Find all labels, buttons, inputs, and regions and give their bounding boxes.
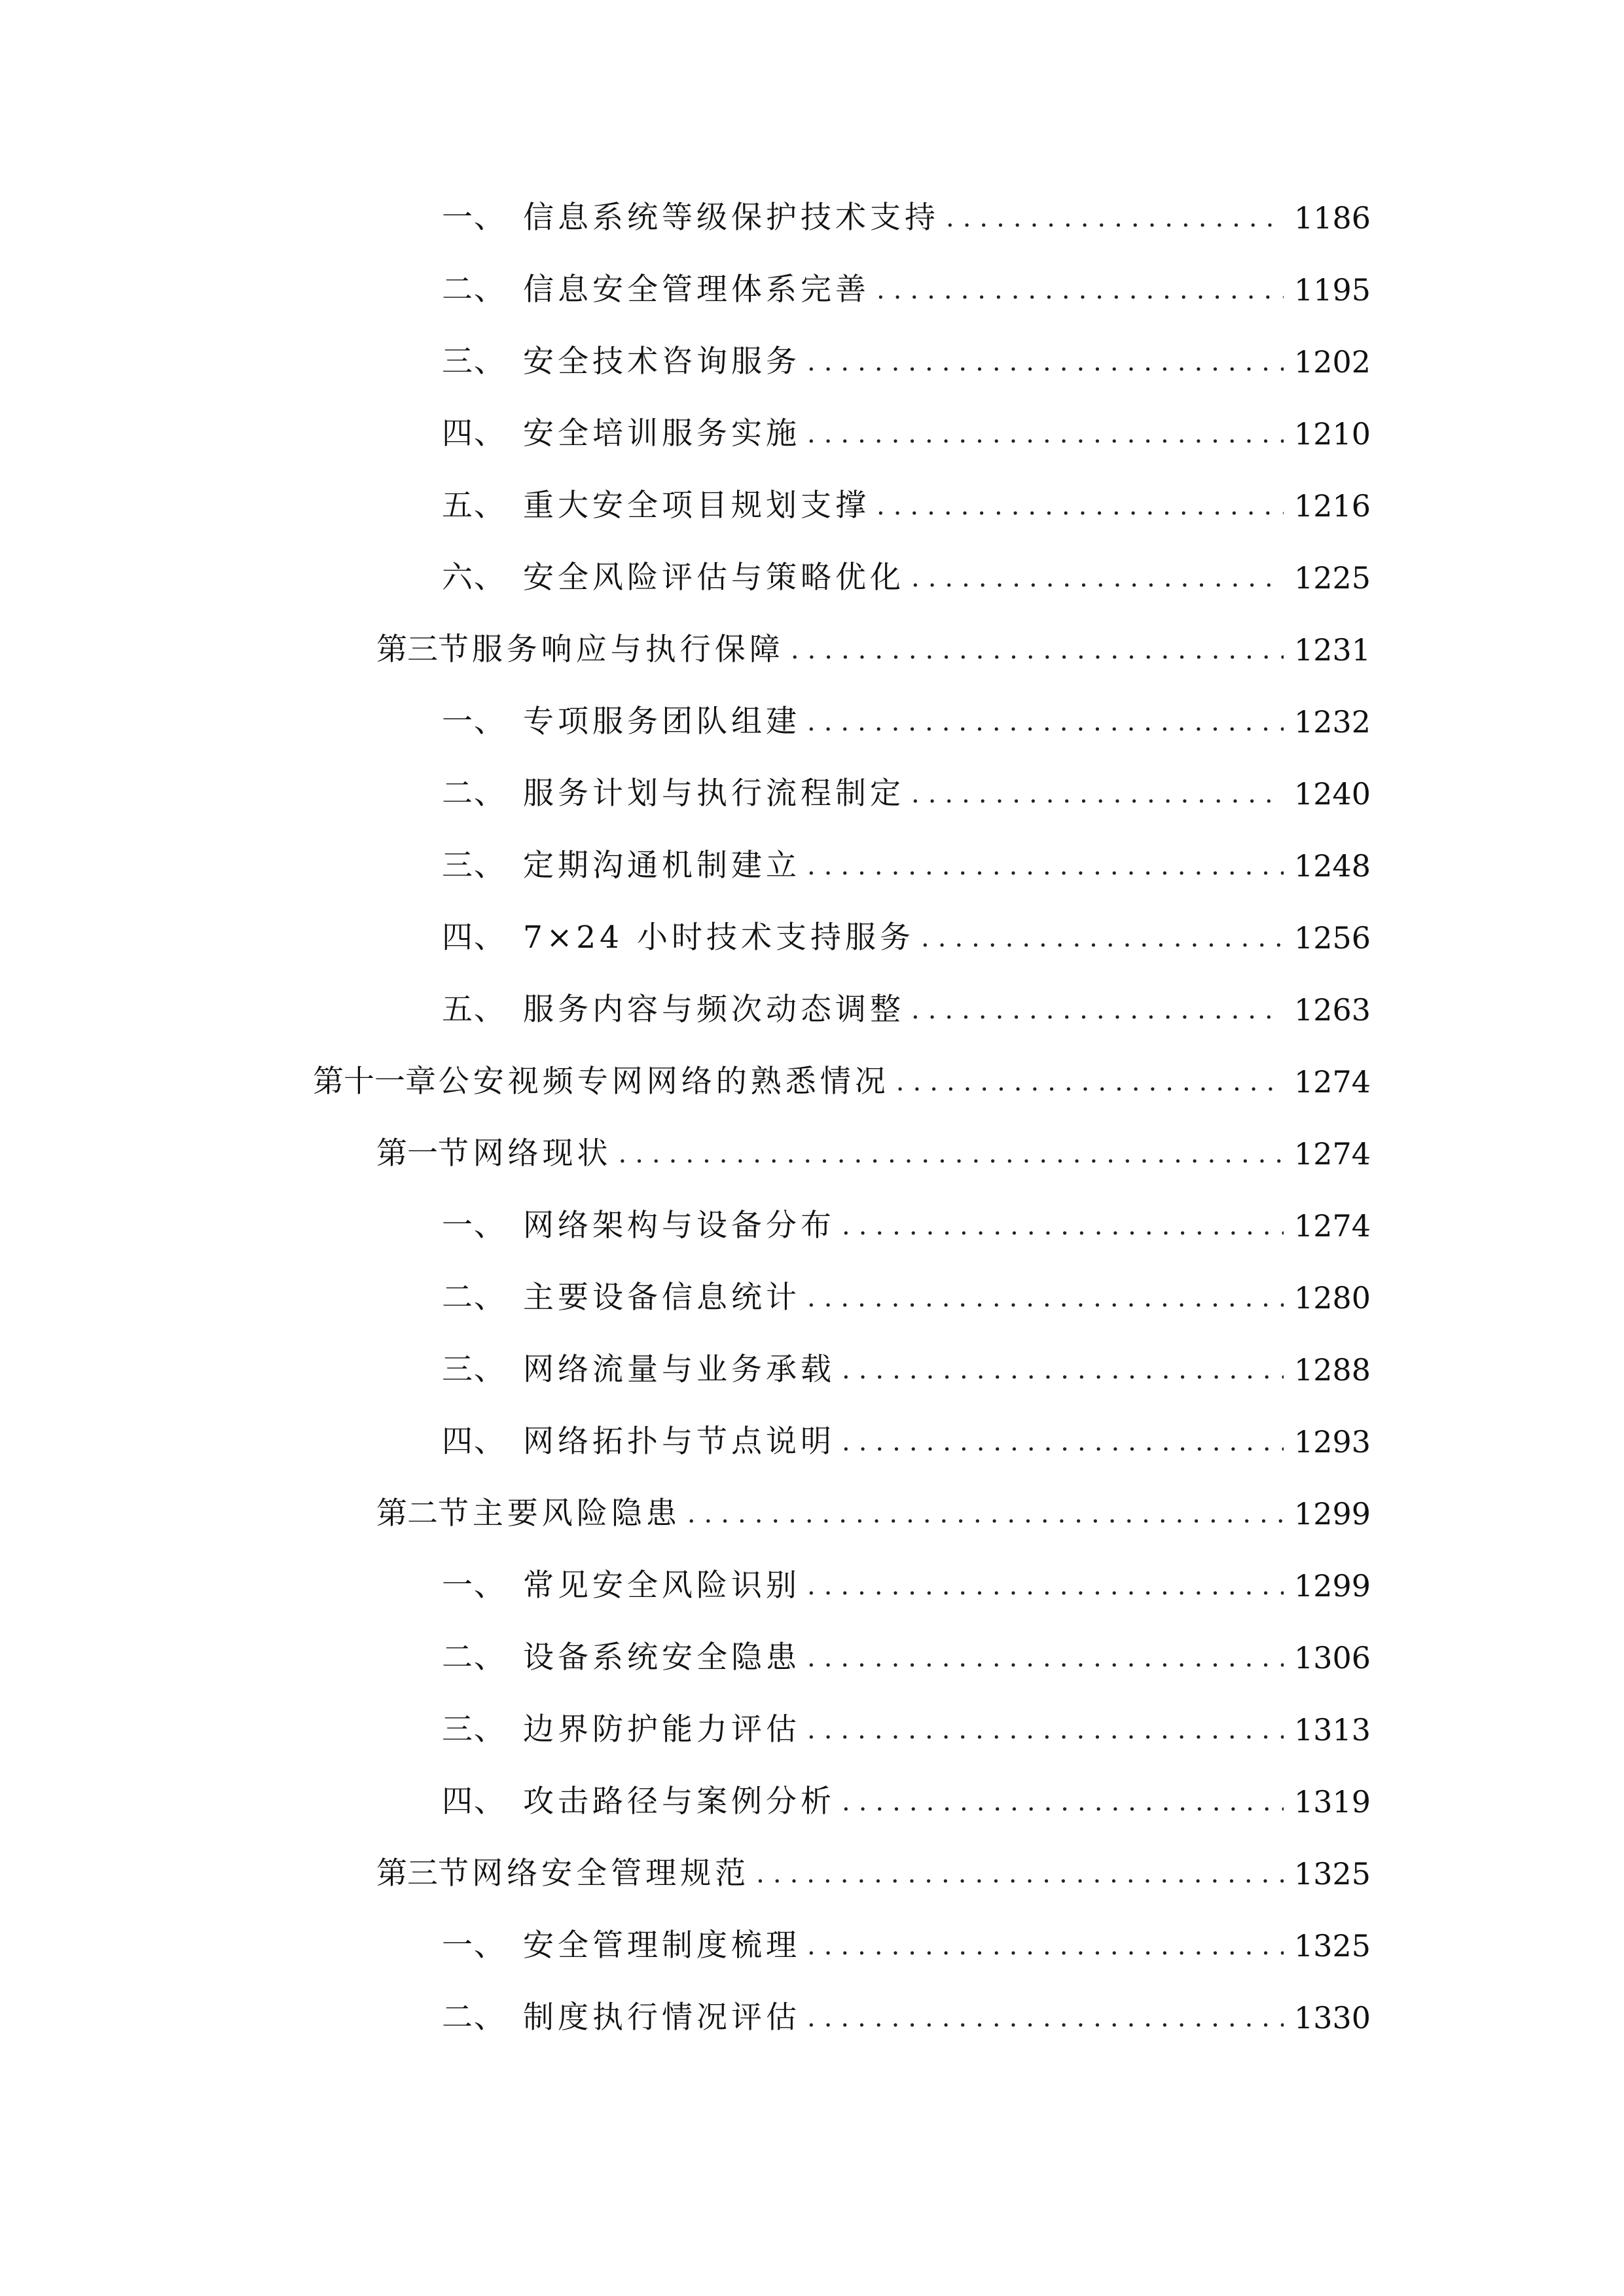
dot-leader [807, 1560, 1284, 1612]
toc-entry[interactable] [442, 264, 1371, 316]
toc-entry-title: 主要设备信息统计 [523, 1280, 801, 1316]
toc-entry-page: 1256 [1293, 920, 1371, 956]
toc-entry-number: 四、 [442, 1784, 506, 1820]
toc-entry[interactable] [442, 840, 1371, 892]
toc-entry-title: 网络拓扑与节点说明 [523, 1424, 835, 1460]
toc-entry-title: 主要风险隐患 [472, 1496, 681, 1532]
toc-entry-title: 安全风险评估与策略优化 [523, 560, 905, 596]
toc-entry[interactable] [442, 408, 1371, 460]
toc-entry[interactable] [442, 1920, 1371, 1972]
dot-leader [842, 1776, 1284, 1828]
toc-entry-number: 三、 [442, 344, 506, 380]
toc-entry-page: 1306 [1293, 1640, 1371, 1676]
dot-leader [921, 912, 1284, 964]
toc-entry-number: 三、 [442, 1352, 506, 1388]
toc-entry-page: 1263 [1293, 992, 1371, 1028]
toc-entry-number: 第十一章 [313, 1064, 436, 1100]
toc-entry[interactable] [442, 1272, 1371, 1324]
toc-entry[interactable] [442, 336, 1371, 388]
toc-entry-number: 四、 [442, 920, 506, 956]
toc-entry-title: 安全培训服务实施 [523, 416, 801, 452]
toc-entry-title: 定期沟通机制建立 [523, 848, 801, 884]
toc-entry-number: 三、 [442, 848, 506, 884]
toc-entry[interactable] [376, 1488, 1371, 1540]
toc-entry-page: 1299 [1293, 1568, 1371, 1604]
toc-entry[interactable] [313, 1056, 1371, 1108]
dot-leader [911, 552, 1284, 604]
dot-leader [896, 1056, 1284, 1108]
toc-entry-title: 攻击路径与案例分析 [523, 1784, 835, 1820]
dot-leader [807, 696, 1284, 748]
toc-entry-number: 五、 [442, 992, 506, 1028]
toc-entry-page: 1248 [1293, 848, 1371, 884]
toc-entry-title: 信息安全管理体系完善 [523, 272, 870, 308]
toc-entry[interactable] [376, 1848, 1371, 1900]
toc-entry-title: 重大安全项目规划支撑 [523, 488, 870, 524]
toc-entry-page: 1202 [1293, 344, 1371, 380]
toc-entry-title: 公安视频专网网络的熟悉情况 [438, 1064, 890, 1100]
toc-entry-number: 六、 [442, 560, 506, 596]
toc-entry[interactable] [442, 552, 1371, 604]
toc-entry[interactable] [442, 1560, 1371, 1612]
toc-entry-title: 常见安全风险识别 [523, 1568, 801, 1604]
toc-entry-title: 安全管理制度梳理 [523, 1928, 801, 1964]
toc-entry-title: 网络安全管理规范 [472, 1856, 750, 1892]
toc-entry-title: 信息系统等级保护技术支持 [523, 200, 939, 236]
toc-entry-title: 边界防护能力评估 [523, 1712, 801, 1748]
toc-entry-page: 1325 [1293, 1856, 1371, 1892]
toc-entry-page: 1232 [1293, 704, 1371, 740]
toc-entry-number: 二、 [442, 1640, 506, 1676]
dot-leader [842, 1416, 1284, 1468]
toc-entry-page: 1186 [1293, 200, 1371, 236]
toc-entry-title: 制度执行情况评估 [523, 2000, 801, 2036]
toc-entry-number: 四、 [442, 1424, 506, 1460]
toc-entry[interactable] [442, 192, 1371, 244]
toc-entry-title: 专项服务团队组建 [523, 704, 801, 740]
toc-entry[interactable] [376, 624, 1371, 676]
dot-leader [619, 1128, 1284, 1180]
toc-entry-page: 1240 [1293, 776, 1371, 812]
toc-entry-number: 一、 [442, 1208, 506, 1244]
toc-entry-page: 1210 [1293, 416, 1371, 452]
toc-entry-title: 网络架构与设备分布 [523, 1208, 835, 1244]
toc-entry-title: 网络流量与业务承载 [523, 1352, 835, 1388]
toc-entry[interactable] [442, 984, 1371, 1036]
dot-leader [807, 1632, 1284, 1684]
toc-entry-number: 五、 [442, 488, 506, 524]
toc-entry-title: 7×24 小时技术支持服务 [523, 920, 915, 956]
toc-entry-page: 1195 [1293, 272, 1371, 308]
toc-entry-page: 1231 [1293, 632, 1371, 668]
toc-entry-title: 服务计划与执行流程制定 [523, 776, 905, 812]
toc-entry-number: 第三节 [376, 632, 469, 668]
dot-leader [807, 1704, 1284, 1756]
toc-entry-page: 1280 [1293, 1280, 1371, 1316]
toc-entry-page: 1299 [1293, 1496, 1371, 1532]
toc-entry[interactable] [376, 1128, 1371, 1180]
dot-leader [842, 1200, 1284, 1252]
toc-entry-number: 第二节 [376, 1496, 469, 1532]
toc-entry-page: 1313 [1293, 1712, 1371, 1748]
toc-entry[interactable] [442, 1632, 1371, 1684]
toc-entry[interactable] [442, 1776, 1371, 1828]
toc-entry[interactable] [442, 1992, 1371, 2044]
toc-entry-number: 二、 [442, 2000, 506, 2036]
toc-entry-number: 一、 [442, 704, 506, 740]
toc-entry-number: 二、 [442, 776, 506, 812]
toc-entry-number: 一、 [442, 1568, 506, 1604]
toc-entry-title: 安全技术咨询服务 [523, 344, 801, 380]
toc-entry-number: 一、 [442, 1928, 506, 1964]
dot-leader [911, 768, 1284, 820]
toc-entry-page: 1330 [1293, 2000, 1371, 2036]
toc-entry-number: 三、 [442, 1712, 506, 1748]
toc-entry-title: 设备系统安全隐患 [523, 1640, 801, 1676]
dot-leader [946, 192, 1284, 244]
toc-entry-page: 1325 [1293, 1928, 1371, 1964]
dot-leader [756, 1848, 1284, 1900]
toc-entry[interactable] [442, 1416, 1371, 1468]
toc-entry[interactable] [442, 768, 1371, 820]
toc-entry[interactable] [442, 1704, 1371, 1756]
toc-entry-number: 二、 [442, 1280, 506, 1316]
dot-leader [876, 264, 1284, 316]
toc-entry-page: 1274 [1293, 1064, 1371, 1100]
toc-entry-page: 1225 [1293, 560, 1371, 596]
dot-leader [911, 984, 1284, 1036]
dot-leader [807, 1272, 1284, 1324]
toc-entry-page: 1274 [1293, 1136, 1371, 1172]
dot-leader [876, 480, 1284, 532]
toc-entry-page: 1319 [1293, 1784, 1371, 1820]
toc-entry[interactable] [442, 1200, 1371, 1252]
toc-entry-number: 二、 [442, 272, 506, 308]
toc-entry-page: 1288 [1293, 1352, 1371, 1388]
toc-entry-title: 网络现状 [473, 1136, 612, 1172]
dot-leader [807, 1992, 1284, 2044]
toc-entry[interactable] [442, 696, 1371, 748]
dot-leader [807, 840, 1284, 892]
dot-leader [807, 336, 1284, 388]
toc-entry[interactable] [442, 912, 1371, 964]
toc-entry-title: 服务响应与执行保障 [471, 632, 784, 668]
toc-entry-page: 1216 [1293, 488, 1371, 524]
toc-entry-number: 第三节 [376, 1856, 469, 1892]
dot-leader [791, 624, 1284, 676]
toc-entry-page: 1293 [1293, 1424, 1371, 1460]
toc-entry[interactable] [442, 1344, 1371, 1396]
toc-entry-number: 第一节 [376, 1136, 469, 1172]
dot-leader [807, 1920, 1284, 1972]
dot-leader [807, 408, 1284, 460]
dot-leader [842, 1344, 1284, 1396]
toc-entry-number: 四、 [442, 416, 506, 452]
toc-entry[interactable] [442, 480, 1371, 532]
toc-entry-title: 服务内容与频次动态调整 [523, 992, 905, 1028]
toc-entry-number: 一、 [442, 200, 506, 236]
toc-entry-page: 1274 [1293, 1208, 1371, 1244]
dot-leader [687, 1488, 1284, 1540]
